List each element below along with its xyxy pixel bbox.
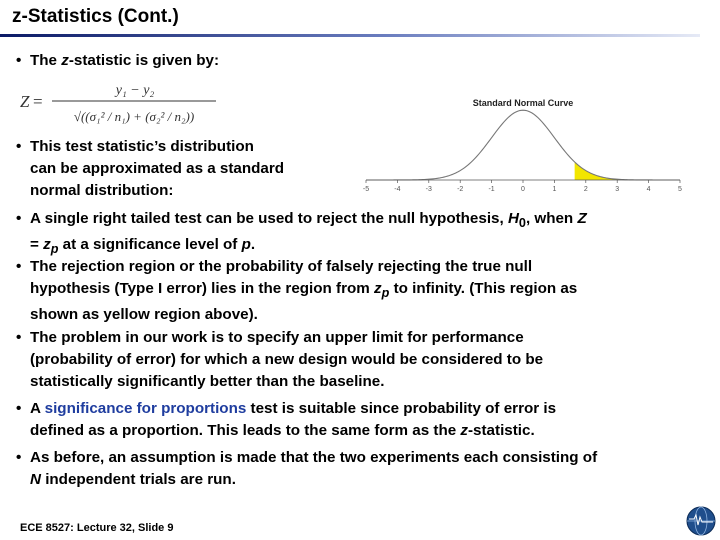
x-tick-label: 4 (646, 186, 651, 193)
bullet-marker: • (16, 329, 22, 346)
z-statistic-formula (18, 80, 218, 130)
svg-text:=: = (33, 92, 43, 111)
bullet-rejection-region: • The rejection region or the probability of falsely rejecting the true null hypothesis (Type I error) lies in the region from $z_p$ to infinity. (This region as shown as yellow region above). (16, 258, 578, 324)
x-tick-label: 0 (521, 186, 525, 193)
bullet-assumption: • As before, an assumption is made that the two experiments each consisting of N independent trials are run. (16, 449, 598, 488)
standard-normal-curve-chart (358, 96, 688, 194)
bullet-marker: • (16, 258, 22, 275)
title-underline (0, 34, 700, 37)
bullet-problem-statement: • The problem in our work is to specify an upper limit for performance (probability of error) for which a new design would be considered to be statistically significantly better than the baseline. (16, 329, 544, 390)
rejection-region-area (575, 162, 680, 180)
x-tick-label: -2 (457, 186, 464, 193)
bullet-marker: • (16, 449, 22, 466)
significance-for-proportions-link[interactable]: significance for proportions (44, 400, 247, 417)
x-tick-label: -5 (362, 186, 370, 193)
x-tick-label: -4 (394, 186, 401, 193)
bullet-marker: • (16, 400, 22, 417)
bullet-zstat-intro: • The z-statistic is given by: (16, 50, 219, 72)
formula-lhs: Z (20, 92, 30, 111)
bullet-marker: • (16, 138, 22, 155)
bullet-distribution: • This test statistic’s distribution can be approximated as a standard normal distribution: (16, 138, 285, 199)
formula-numerator: y₁ − y₂ (115, 83, 155, 98)
x-axis-ticks (363, 180, 682, 193)
x-tick-label: 2 (583, 186, 588, 193)
x-tick-label: 3 (615, 186, 620, 193)
formula-denominator: √((σ₁² / n₁) + (σ₂² / n₂)) (73, 109, 195, 124)
x-tick-label: 5 (678, 186, 682, 193)
x-tick-label: 1 (552, 186, 557, 193)
x-tick-label: -1 (488, 186, 495, 193)
bullet-right-tailed-test: • A single right tailed test can be used to reject the null hypothesis, $H_0$, when Z = $z_p$ at a significance level of p. (16, 210, 587, 257)
globe-logo-icon (686, 506, 716, 536)
chart-title: Standard Normal Curve (472, 98, 574, 108)
bullet-marker: • (16, 52, 22, 69)
slide-title: z-Statistics (Cont.) (12, 6, 179, 27)
x-tick-label: -3 (425, 186, 432, 193)
normal-pdf-line (366, 110, 680, 180)
bullet-marker: • (16, 210, 22, 227)
slide-footer: ECE 8527: Lecture 32, Slide 9 (20, 522, 174, 534)
bullet-significance-for-proportions: • A significance for proportions test is suitable since probability of error is defined as a proportion. This leads to the same form as the z-statistic. (16, 400, 557, 439)
